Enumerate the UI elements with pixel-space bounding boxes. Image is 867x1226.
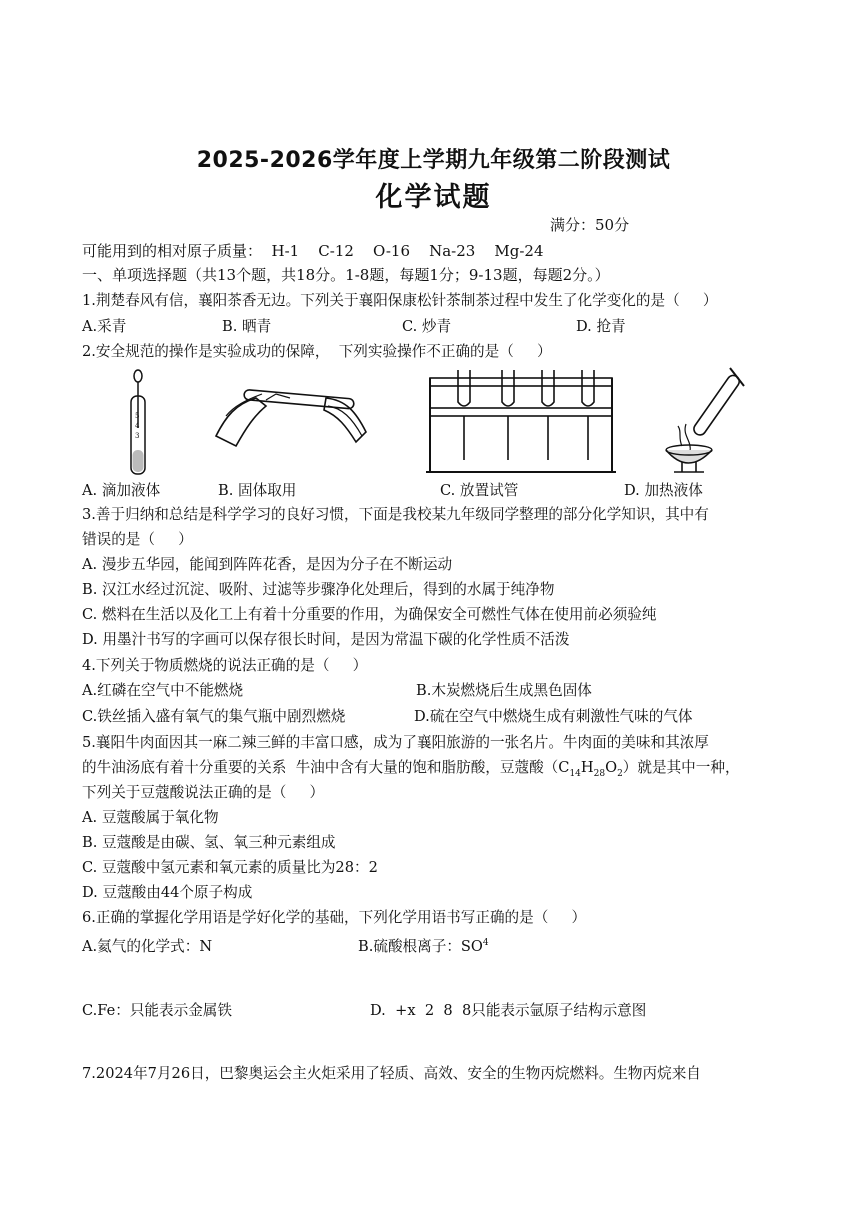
q5-text-part: ）就是其中一种， <box>622 759 740 776</box>
q6-option-b-text: B.硫酸根离子：SO <box>358 938 483 955</box>
question-2-option-c: C. 放置试管 <box>440 482 519 499</box>
heating-liquid-illustration <box>652 366 752 476</box>
question-1-option-c: C. 炒青 <box>402 318 452 335</box>
question-3-option-c: C. 燃料在生活以及化工上有着十分重要的作用，为确保安全可燃性气体在使用前必须验纯 <box>82 606 657 623</box>
question-4-stem: 4.下列关于物质燃烧的说法正确的是（ ） <box>82 657 368 674</box>
question-5-option-d: D. 豆蔻酸由44个原子构成 <box>82 884 253 901</box>
dropper-illustration <box>118 366 158 478</box>
question-4-option-a: A.红磷在空气中不能燃烧 <box>82 682 244 699</box>
full-score: 满分：50分 <box>550 216 630 234</box>
question-4-option-d: D.硫在空气中燃烧生成有刺激性气味的气体 <box>414 708 693 725</box>
q5-subscript: 14 <box>569 768 581 779</box>
section-heading: 一、单项选择题（共13个题，共18分。1-8题，每题1分；9-13题，每题2分。） <box>82 266 610 284</box>
test-tube-rack-illustration <box>426 368 616 478</box>
svg-text:5: 5 <box>135 412 140 420</box>
question-2-option-a: A. 滴加液体 <box>82 482 161 499</box>
question-1-stem: 1.荆楚春风有信，襄阳茶香无边。下列关于襄阳保康松针茶制茶过程中发生了化学变化的是（ ） <box>82 292 718 309</box>
question-2-stem: 2.安全规范的操作是实验成功的保障， 下列实验操作不正确的是（ ） <box>82 343 552 360</box>
question-6-option-b <box>358 935 489 956</box>
q5-text-part: H <box>580 759 594 776</box>
question-5-stem-2 <box>82 756 740 779</box>
solid-sampling-illustration <box>206 376 376 456</box>
question-5-option-a: A. 豆蔻酸属于氧化物 <box>82 809 219 826</box>
question-6-option-a: A.氦气的化学式：N <box>82 938 213 955</box>
q6-option-b-superscript: 4 <box>482 938 489 949</box>
q5-text-part: O <box>605 759 618 776</box>
question-1-option-a: A.采青 <box>82 318 127 335</box>
question-3-stem-1: 3.善于归纳和总结是科学学习的良好习惯，下面是我校某九年级同学整理的部分化学知识，其中有 <box>82 506 709 523</box>
question-3-stem-2: 错误的是（ ） <box>82 531 193 548</box>
question-5-stem-1: 5.襄阳牛肉面因其一麻二辣三鲜的丰富口感，成为了襄阳旅游的一张名片。牛肉面的美味和其浓厚 <box>82 734 709 751</box>
exam-title: 2025-2026学年度上学期九年级第二阶段测试 <box>196 148 671 173</box>
q5-subscript: 28 <box>593 768 606 779</box>
question-4-option-c: C.铁丝插入盛有氧气的集气瓶中剧烈燃烧 <box>82 708 346 725</box>
question-1-option-b: B. 晒青 <box>222 318 272 335</box>
subject-title: 化学试题 <box>375 182 492 213</box>
question-6-stem: 6.正确的掌握化学用语是学好化学的基础，下列化学用语书写正确的是（ ） <box>82 909 587 926</box>
question-3-option-a: A. 漫步五华园，能闻到阵阵花香，是因为分子在不断运动 <box>82 556 453 573</box>
question-3-option-d: D. 用墨汁书写的字画可以保存很长时间，是因为常温下碳的化学性质不活泼 <box>82 631 570 648</box>
svg-text:4: 4 <box>135 422 140 430</box>
atomic-masses: 可能用到的相对原子质量： H-1 C-12 O-16 Na-23 Mg-24 <box>82 242 544 260</box>
q5-text-part: 的牛油汤底有着十分重要的关系 牛油中含有大量的饱和脂肪酸，豆蔻酸（C <box>82 759 570 776</box>
question-5-option-b: B. 豆蔻酸是由碳、氢、氧三种元素组成 <box>82 834 336 851</box>
question-5-stem-3: 下列关于豆蔻酸说法正确的是（ ） <box>82 784 325 801</box>
question-2-option-b: B. 固体取用 <box>218 482 297 499</box>
question-3-option-b: B. 汉江水经过沉淀、吸附、过滤等步骤净化处理后，得到的水属于纯净物 <box>82 581 555 598</box>
question-1-option-d: D. 抢青 <box>576 318 626 335</box>
question-6-option-c: C.Fe：只能表示金属铁 <box>82 1002 232 1019</box>
question-2-option-d: D. 加热液体 <box>624 482 703 499</box>
svg-text:3: 3 <box>135 432 140 440</box>
question-4-option-b: B.木炭燃烧后生成黑色固体 <box>416 682 592 699</box>
question-7-stem: 7.2024年7月26日，巴黎奥运会主火炬采用了轻质、高效、安全的生物丙烷燃料。生物丙烷来自 <box>82 1065 701 1082</box>
q5-subscript: 2 <box>617 768 623 779</box>
question-5-option-c: C. 豆蔻酸中氢元素和氧元素的质量比为28：2 <box>82 859 378 876</box>
question-6-option-d: D. +x 2 8 8只能表示氩原子结构示意图 <box>370 1002 647 1019</box>
